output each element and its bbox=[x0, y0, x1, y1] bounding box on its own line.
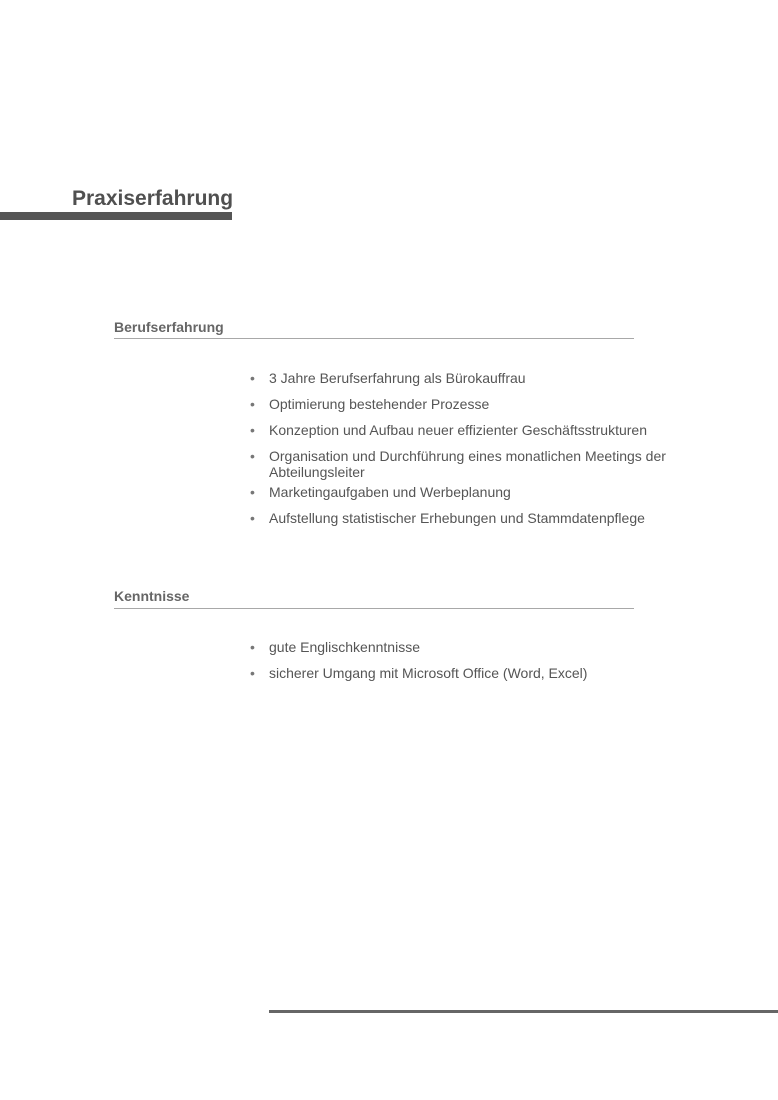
list-item bbox=[250, 422, 689, 438]
section-title-berufserfahrung: Berufserfahrung bbox=[114, 319, 224, 335]
list-item bbox=[250, 639, 689, 655]
bullet-icon: • bbox=[250, 510, 255, 526]
list-item-text: 3 Jahre Berufserfahrung als Bürokauffrau bbox=[269, 370, 526, 386]
list-item-text: Aufstellung statistischer Erhebungen und Stammdatenpflege bbox=[269, 510, 645, 526]
footer-divider bbox=[269, 1010, 778, 1013]
section-divider-kenntnisse bbox=[114, 608, 634, 609]
heading-underline-bar bbox=[0, 212, 232, 220]
section-title-kenntnisse: Kenntnisse bbox=[114, 588, 190, 604]
bullet-icon: • bbox=[250, 422, 255, 438]
list-item-text: Optimierung bestehender Prozesse bbox=[269, 396, 490, 412]
list-item-text: Marketingaufgaben und Werbeplanung bbox=[269, 484, 511, 500]
bullet-icon: • bbox=[250, 665, 255, 681]
list-item bbox=[250, 665, 689, 681]
bullet-icon: • bbox=[250, 396, 255, 412]
list-item bbox=[250, 396, 689, 412]
list-item-text: gute Englischkenntnisse bbox=[269, 639, 420, 655]
list-item bbox=[250, 370, 689, 386]
bullet-icon: • bbox=[250, 639, 255, 655]
list-item-text: sicherer Umgang mit Microsoft Office (Word, Excel) bbox=[269, 665, 588, 681]
bullet-icon: • bbox=[250, 370, 255, 386]
list-item-text: Konzeption und Aufbau neuer effizienter Geschäftsstrukturen bbox=[269, 422, 647, 438]
list-item bbox=[250, 510, 689, 526]
section-divider-berufserfahrung bbox=[114, 338, 634, 339]
bullet-icon: • bbox=[250, 484, 255, 500]
page-title: Praxiserfahrung bbox=[72, 187, 234, 210]
list-item-text: Organisation und Durchführung eines monatlichen Meetings der Abteilungsleiter bbox=[269, 448, 666, 480]
list-item bbox=[250, 448, 689, 480]
list-item bbox=[250, 484, 689, 500]
bullet-icon: • bbox=[250, 448, 255, 464]
